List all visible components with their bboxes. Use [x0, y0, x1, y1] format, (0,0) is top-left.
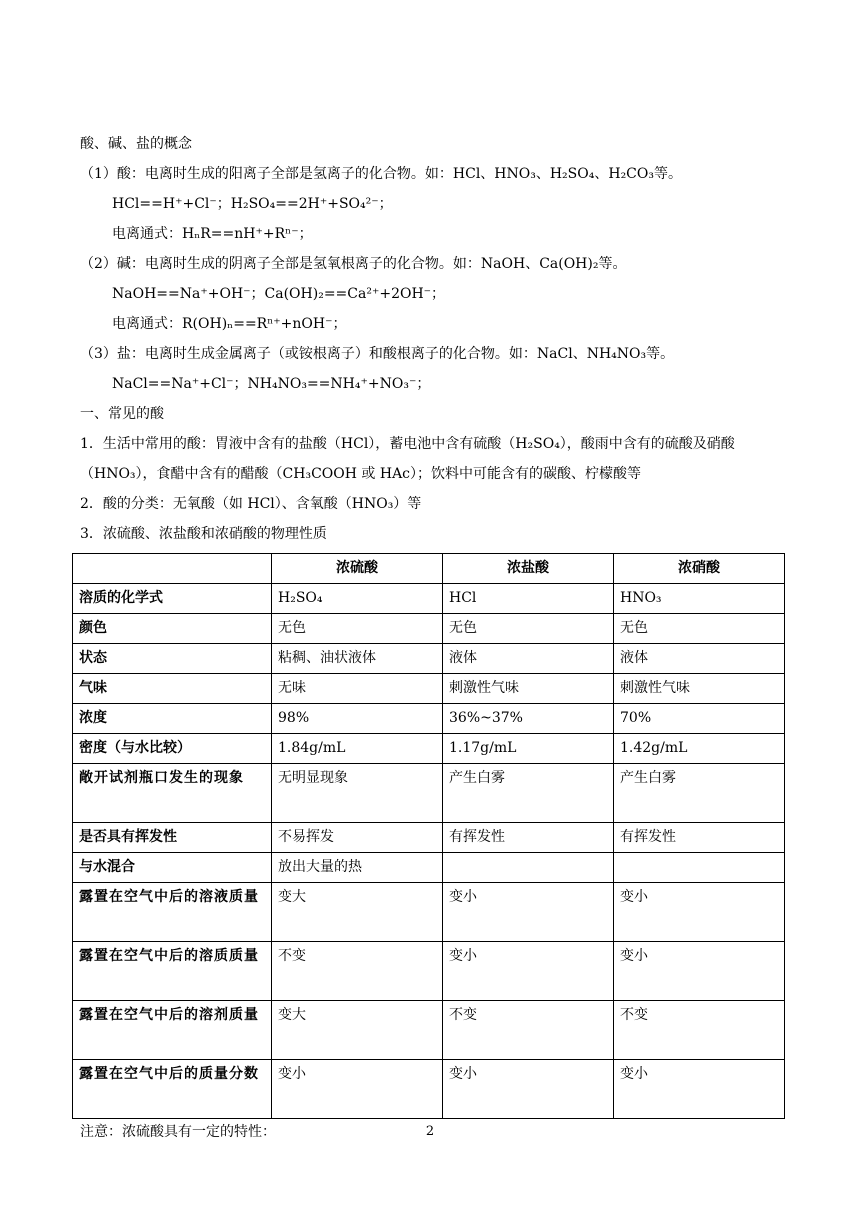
item-3-table-caption: 3．浓硫酸、浓盐酸和浓硝酸的物理性质	[80, 526, 327, 542]
table-row-header: 与水混合	[73, 853, 272, 883]
table-cell: 液体	[614, 644, 785, 674]
table-row	[73, 942, 785, 1001]
table-cell: 产生白雾	[443, 764, 614, 823]
table-row	[73, 1001, 785, 1060]
table-row-header: 密度（与水比较）	[73, 734, 272, 764]
table-cell: 变大	[272, 1001, 443, 1060]
table-cell: 1.42g/mL	[614, 734, 785, 764]
table-cell: 变小	[614, 942, 785, 1001]
table-cell: 1.17g/mL	[443, 734, 614, 764]
table-cell: 无明显现象	[272, 764, 443, 823]
table-row	[73, 734, 785, 764]
acid-equation: HCl==H⁺+Cl⁻；H₂SO₄==2H⁺+SO₄²⁻；	[112, 196, 393, 212]
table-cell: 不变	[272, 942, 443, 1001]
table-cell: HNO₃	[614, 584, 785, 614]
table-row-header: 是否具有挥发性	[73, 823, 272, 853]
table-cell: 无色	[272, 614, 443, 644]
table-cell: H₂SO₄	[272, 584, 443, 614]
table-cell: 有挥发性	[614, 823, 785, 853]
table-row-header: 状态	[73, 644, 272, 674]
table-row	[73, 674, 785, 704]
table-row-header: 露置在空气中后的溶液质量	[73, 883, 272, 942]
acid-general-formula: 电离通式：HₙR==nH⁺+Rⁿ⁻；	[112, 226, 313, 242]
base-equation: NaOH==Na⁺+OH⁻；Ca(OH)₂==Ca²⁺+2OH⁻；	[112, 286, 446, 302]
note-text: 注意：浓硫酸具有一定的特性：	[80, 1124, 276, 1140]
table-cell	[614, 853, 785, 883]
table-row	[73, 883, 785, 942]
table-row	[73, 614, 785, 644]
table-row-header: 浓度	[73, 704, 272, 734]
table-cell: 1.84g/mL	[272, 734, 443, 764]
table-cell: 无味	[272, 674, 443, 704]
table-header-cell	[73, 554, 272, 584]
table-cell: 不易挥发	[272, 823, 443, 853]
document-body	[80, 129, 786, 1145]
table-header-row	[73, 554, 785, 584]
table-row	[73, 584, 785, 614]
item-2-acid-classification: 2．酸的分类：无氧酸（如 HCl）、含氧酸（HNO₃）等	[80, 496, 422, 512]
table-cell: 变小	[443, 883, 614, 942]
table-header-cell: 浓硫酸	[272, 554, 443, 584]
table-cell: 放出大量的热	[272, 853, 443, 883]
properties-table	[72, 553, 785, 1119]
table-cell: 无色	[614, 614, 785, 644]
table-cell: 不变	[443, 1001, 614, 1060]
table-cell: 变小	[443, 942, 614, 1001]
table-cell: 36%~37%	[443, 704, 614, 734]
table-cell: 产生白雾	[614, 764, 785, 823]
acid-definition: （1）酸：电离时生成的阳离子全部是氢离子的化合物。如：HCl、HNO₃、H₂SO₄、H₂CO₃等。	[80, 166, 682, 182]
salt-equation: NaCl==Na⁺+Cl⁻；NH₄NO₃==NH₄⁺+NO₃⁻；	[112, 376, 431, 392]
table-row	[73, 853, 785, 883]
section-title: 酸、碱、盐的概念	[80, 136, 192, 152]
table-cell: 70%	[614, 704, 785, 734]
table-row	[73, 764, 785, 823]
table-row	[73, 823, 785, 853]
table-cell: 98%	[272, 704, 443, 734]
table-cell	[443, 853, 614, 883]
salt-definition: （3）盐：电离时生成金属离子（或铵根离子）和酸根离子的化合物。如：NaCl、NH₄NO₃等。	[80, 346, 675, 362]
table-cell: 刺激性气味	[614, 674, 785, 704]
item-1-common-acids: 1．生活中常用的酸：胃液中含有的盐酸（HCl），蓄电池中含有硫酸（H₂SO₄），酸雨中含有的硫酸及硝酸（HNO₃），食醋中含有的醋酸（CH₃COOH 或 HAc）；饮料中可能含有的碳酸、柠檬酸等	[80, 436, 735, 482]
table-header-cell: 浓硝酸	[614, 554, 785, 584]
table-cell: 液体	[443, 644, 614, 674]
table-header-cell: 浓盐酸	[443, 554, 614, 584]
table-cell: 刺激性气味	[443, 674, 614, 704]
table-row-header: 颜色	[73, 614, 272, 644]
table-cell: 无色	[443, 614, 614, 644]
base-general-formula: 电离通式：R(OH)ₙ==Rⁿ⁺+nOH⁻；	[112, 316, 347, 332]
table-cell: 不变	[614, 1001, 785, 1060]
page-number: 2	[425, 1124, 435, 1139]
table-row-header: 敞开试剂瓶口发生的现象	[73, 764, 272, 823]
section-heading-common-acids: 一、常见的酸	[80, 406, 164, 422]
table-cell: 变小	[272, 1060, 443, 1119]
base-definition: （2）碱：电离时生成的阴离子全部是氢氧根离子的化合物。如：NaOH、Ca(OH)₂等。	[80, 256, 627, 272]
table-row	[73, 644, 785, 674]
table-cell: 变小	[443, 1060, 614, 1119]
table-cell: HCl	[443, 584, 614, 614]
table-row-header: 溶质的化学式	[73, 584, 272, 614]
table-cell: 变小	[614, 883, 785, 942]
table-row-header: 气味	[73, 674, 272, 704]
table-row-header: 露置在空气中后的溶剂质量	[73, 1001, 272, 1060]
table-row-header: 露置在空气中后的溶质质量	[73, 942, 272, 1001]
table-row	[73, 1060, 785, 1119]
table-cell: 粘稠、油状液体	[272, 644, 443, 674]
table-cell: 变小	[614, 1060, 785, 1119]
table-row-header: 露置在空气中后的质量分数	[73, 1060, 272, 1119]
table-row	[73, 704, 785, 734]
table-cell: 变大	[272, 883, 443, 942]
table-cell: 有挥发性	[443, 823, 614, 853]
